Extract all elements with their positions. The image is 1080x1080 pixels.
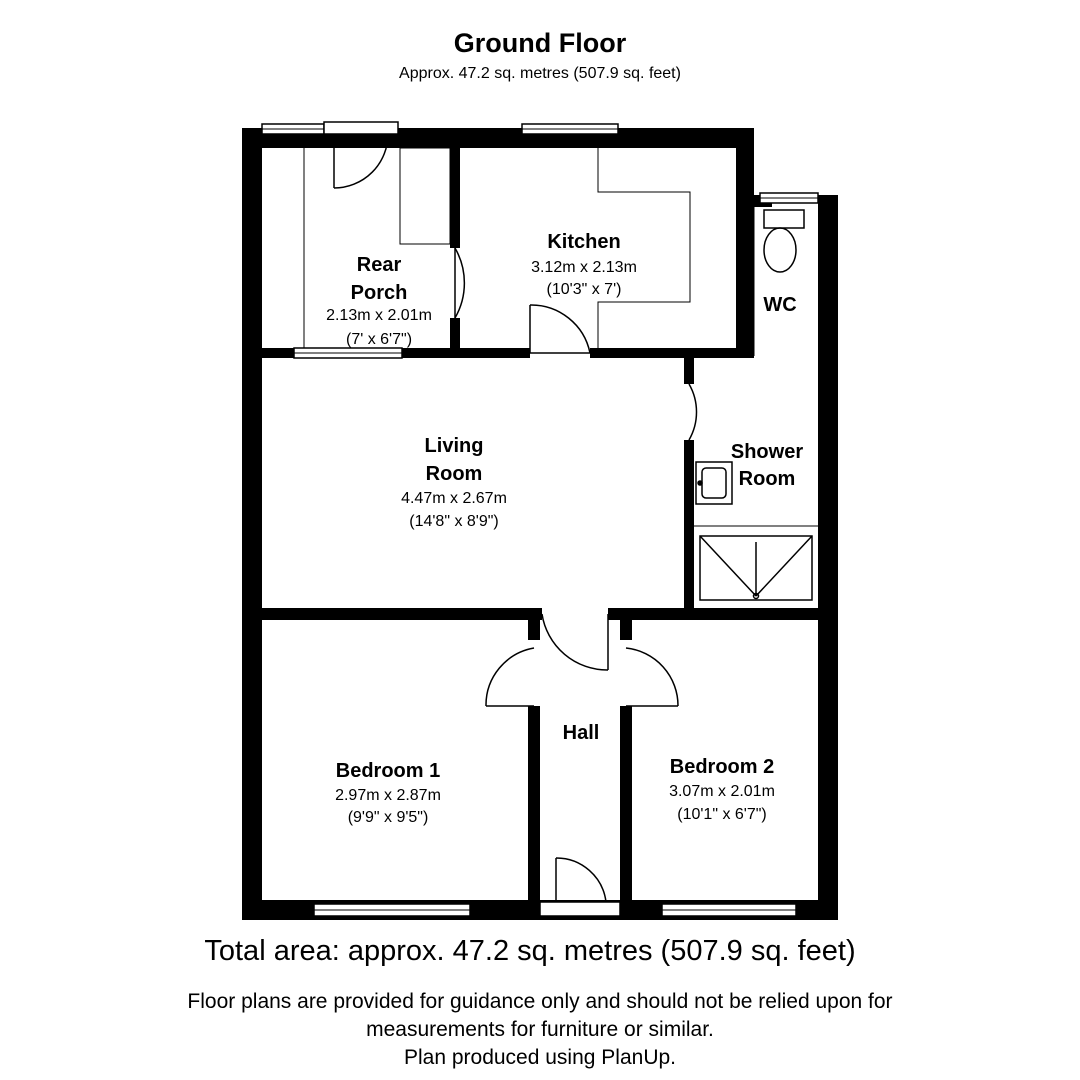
rear-porch-dims-metric: 2.13m x 2.01m [326, 307, 432, 324]
bedroom-2-dims-metric: 3.07m x 2.01m [669, 783, 775, 800]
kitchen-dims-imperial: (10'3" x 7') [546, 281, 622, 298]
disclaimer-line-3: Plan produced using PlanUp. [403, 1046, 676, 1069]
disclaimer-line-2: measurements for furniture or similar. [366, 1018, 714, 1041]
bedroom-2-dims-imperial: (10'1" x 6'7") [677, 806, 767, 823]
living-room-label-line1: Living [424, 435, 484, 457]
rear-porch-label-line1: Rear [356, 254, 402, 276]
rear-porch-label-line2: Porch [350, 282, 408, 304]
total-area: Total area: approx. 47.2 sq. metres (507.9 sq. feet) [204, 935, 856, 967]
disclaimer [0, 988, 1080, 1072]
toilet-icon [764, 210, 804, 272]
living-room-dims-metric: 4.47m x 2.67m [401, 490, 507, 507]
living-room-dims-imperial: (14'8" x 8'9") [409, 513, 499, 530]
shower-room-label-line2: Room [738, 468, 796, 490]
wc-label: WC [763, 294, 797, 316]
plan-subtitle: Approx. 47.2 sq. metres (507.9 sq. feet) [399, 65, 681, 82]
hall-label: Hall [562, 722, 600, 744]
bedroom-1-dims-imperial: (9'9" x 9'5") [347, 809, 429, 826]
bedroom-1-label: Bedroom 1 [335, 760, 441, 782]
bedroom-2-label: Bedroom 2 [669, 756, 775, 778]
kitchen-dims-metric: 3.12m x 2.13m [531, 259, 637, 276]
kitchen-label: Kitchen [547, 231, 621, 253]
shower-room-label-line1: Shower [730, 441, 804, 463]
plan-title: Ground Floor [453, 28, 627, 58]
disclaimer-line-1: Floor plans are provided for guidance only and should not be relied upon for [187, 990, 893, 1013]
rear-porch-dims-imperial: (7' x 6'7") [345, 331, 413, 348]
shower-tray-icon [700, 536, 812, 600]
living-room-label-line2: Room [425, 463, 483, 485]
basin-icon [696, 462, 732, 504]
bedroom-1-dims-metric: 2.97m x 2.87m [335, 787, 441, 804]
